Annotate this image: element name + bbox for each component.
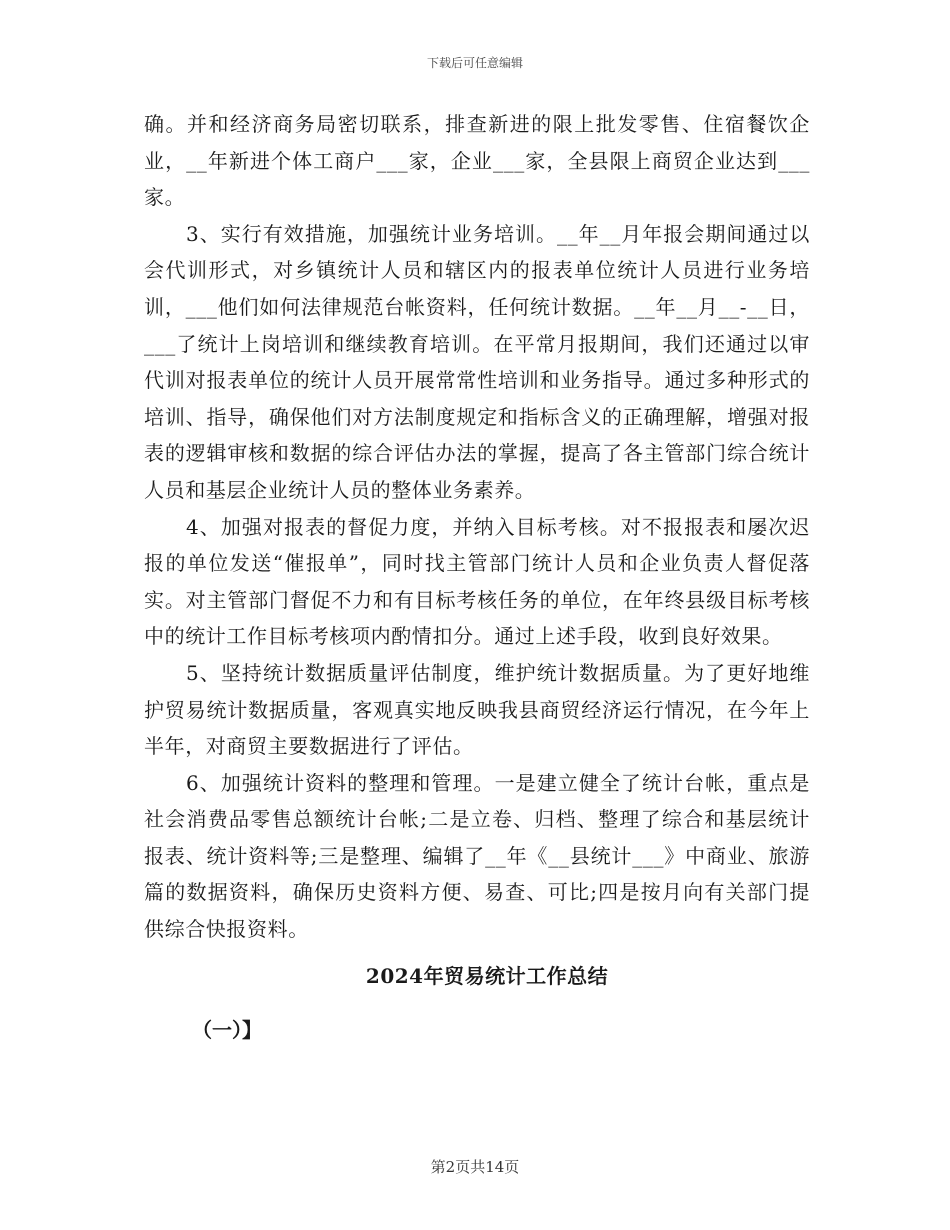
paragraph-item-6: 6、加强统计资料的整理和管理。一是建立健全了统计台帐，重点是社会消费品零售总额统计台帐;二是立卷、归档、整理了综合和基层统计报表、统计资料等;三是整理、编辑了__年《__县统计___》中商业、旅游篇的数据资料，确保历史资料方便、易查、可比;四是按月向有关部门提供综合快报资料。 [144,770,810,942]
page-header-note: 下载后可任意编辑 [426,56,523,70]
section-title: 2024年贸易统计工作总结 [365,963,609,988]
sub-section-title: （一）】 [192,1017,262,1042]
document-body [144,106,810,1048]
page-number: 第2页共14页 [430,1158,520,1176]
paragraph-item-3: 3、实行有效措施，加强统计业务培训。__年__月年报会期间通过以会代训形式，对乡镇统计人员和辖区内的报表单位统计人员进行业务培训，___他们如何法律规范台帐资料，任何统计数据。__年__月__-__日，___了统计上岗培训和继续教育培训。在平常月报期间，我们还通过以审代训对报表单位的统计人员开展常常性培训和业务指导。通过多种形式的培训、指导，确保他们对方法制度规定和指标含义的正确理解，增强对报表的逻辑审核和数据的综合评估办法的掌握，提高了各主管部门综合统计人员和基层企业统计人员的整体业务素养。 [144,221,810,502]
paragraph-item-4: 4、加强对报表的督促力度，并纳入目标考核。对不报报表和屡次迟报的单位发送“催报单”，同时找主管部门统计人员和企业负责人督促落实。对主管部门督促不力和有目标考核任务的单位，在年终县级目标考核中的统计工作目标考核项内酌情扣分。通过上述手段，收到良好效果。 [144,514,810,649]
paragraph-item-5: 5、坚持统计数据质量评估制度，维护统计数据质量。为了更好地维护贸易统计数据质量，客观真实地反映我县商贸经济运行情况，在今年上半年，对商贸主要数据进行了评估。 [144,660,810,759]
paragraph-continuation: 确。并和经济商务局密切联系，排查新进的限上批发零售、住宿餐饮企业，__年新进个体工商户___家，企业___家，全县限上商贸企业达到___家。 [144,112,810,210]
